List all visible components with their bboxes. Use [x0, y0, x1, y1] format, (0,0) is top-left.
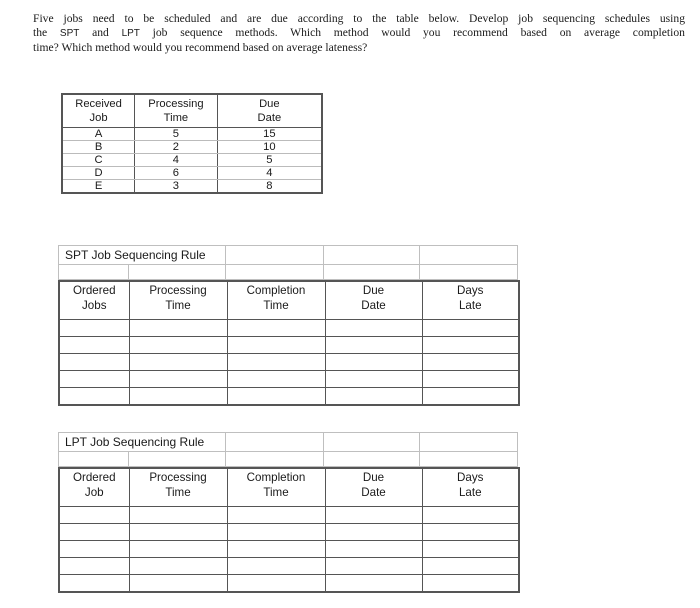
input-cell[interactable]: [59, 558, 129, 575]
table-row: [59, 337, 519, 354]
table-row: [59, 320, 519, 337]
header-processing-time: Processing Time: [129, 281, 227, 320]
input-cell[interactable]: [325, 388, 422, 406]
job-cell: B: [62, 141, 135, 154]
input-cell[interactable]: [129, 507, 227, 524]
input-cell[interactable]: [422, 541, 519, 558]
input-cell[interactable]: [129, 541, 227, 558]
input-cell[interactable]: [422, 354, 519, 371]
question-line-1: Five jobs need to be scheduled and are due according to the table below. Develop job sequencing schedules using: [33, 12, 685, 25]
spt-abbr: SPT: [59, 28, 80, 39]
input-cell[interactable]: [59, 507, 129, 524]
table-row: [62, 128, 322, 141]
table-row: [59, 541, 519, 558]
due-date-cell: 15: [217, 128, 322, 141]
empty-cell: [324, 265, 421, 279]
input-cell[interactable]: [227, 524, 325, 541]
header-received-job: Received Job: [62, 94, 135, 128]
table-row: [62, 167, 322, 180]
empty-cell: [420, 246, 517, 264]
table-row: [59, 371, 519, 388]
lpt-block-title: LPT Job Sequencing Rule: [59, 433, 226, 451]
question-line-2-and: and: [92, 26, 109, 39]
lpt-abbr: LPT: [121, 28, 140, 39]
input-cell[interactable]: [227, 507, 325, 524]
empty-cell: [59, 452, 129, 466]
input-cell[interactable]: [325, 371, 422, 388]
header-completion-time: Completion Time: [227, 281, 325, 320]
input-cell[interactable]: [325, 541, 422, 558]
header-ordered-job: Ordered Job: [59, 468, 129, 507]
input-cell[interactable]: [59, 541, 129, 558]
question-text: [33, 12, 685, 55]
question-line-3: time? Which method would you recommend based on average lateness?: [33, 41, 368, 54]
header-days-late: Days Late: [422, 281, 519, 320]
input-cell[interactable]: [227, 371, 325, 388]
input-cell[interactable]: [59, 524, 129, 541]
received-jobs-table: [61, 93, 323, 194]
input-cell[interactable]: [422, 388, 519, 406]
empty-cell: [420, 452, 517, 466]
empty-cell: [129, 452, 227, 466]
empty-cell: [420, 433, 517, 451]
due-date-cell: 5: [217, 154, 322, 167]
input-cell[interactable]: [129, 524, 227, 541]
input-cell[interactable]: [422, 371, 519, 388]
job-cell: C: [62, 154, 135, 167]
header-completion-time: Completion Time: [227, 468, 325, 507]
spt-title-row: [58, 245, 518, 265]
due-date-cell: 8: [217, 180, 322, 194]
lpt-title-row: [58, 432, 518, 452]
input-cell[interactable]: [129, 388, 227, 406]
input-cell[interactable]: [325, 337, 422, 354]
table-row: [59, 524, 519, 541]
table-row: [59, 575, 519, 593]
question-line-2: [33, 26, 685, 41]
processing-time-cell: 4: [135, 154, 218, 167]
input-cell[interactable]: [422, 524, 519, 541]
table-row: [62, 154, 322, 167]
empty-cell: [226, 452, 324, 466]
empty-cell: [226, 265, 324, 279]
lpt-table-header: [59, 468, 519, 507]
input-cell[interactable]: [325, 320, 422, 337]
processing-time-cell: 2: [135, 141, 218, 154]
input-cell[interactable]: [129, 575, 227, 593]
spt-block-title: SPT Job Sequencing Rule: [59, 246, 226, 264]
input-cell[interactable]: [325, 354, 422, 371]
due-date-cell: 10: [217, 141, 322, 154]
input-cell[interactable]: [129, 320, 227, 337]
spt-schedule-table: [58, 280, 520, 406]
question-line-2-end: job sequence methods. Which method would you recommend based on average completion: [152, 26, 685, 39]
input-cell[interactable]: [59, 575, 129, 593]
input-cell[interactable]: [422, 320, 519, 337]
input-cell[interactable]: [227, 320, 325, 337]
empty-cell: [420, 265, 517, 279]
header-days-late: Days Late: [422, 468, 519, 507]
input-cell[interactable]: [422, 558, 519, 575]
header-ordered-jobs: Ordered Jobs: [59, 281, 129, 320]
input-cell[interactable]: [422, 337, 519, 354]
header-processing-time: Processing Time: [135, 94, 218, 128]
processing-time-cell: 3: [135, 180, 218, 194]
lpt-sequencing-block: [58, 432, 518, 593]
empty-cell: [324, 452, 421, 466]
input-cell[interactable]: [59, 354, 129, 371]
input-cell[interactable]: [129, 337, 227, 354]
input-cell[interactable]: [227, 575, 325, 593]
header-due-date: Due Date: [325, 468, 422, 507]
empty-cell: [324, 433, 421, 451]
input-cell[interactable]: [422, 575, 519, 593]
input-cell[interactable]: [227, 558, 325, 575]
input-cell[interactable]: [59, 371, 129, 388]
table-row: [59, 354, 519, 371]
due-date-cell: 4: [217, 167, 322, 180]
received-table-header: [62, 94, 322, 128]
table-row: [62, 141, 322, 154]
input-cell[interactable]: [325, 575, 422, 593]
input-cell[interactable]: [227, 337, 325, 354]
header-processing-time: Processing Time: [129, 468, 227, 507]
empty-cell: [129, 265, 227, 279]
spt-gap-row: [58, 265, 518, 280]
input-cell[interactable]: [227, 541, 325, 558]
input-cell[interactable]: [129, 371, 227, 388]
input-cell[interactable]: [59, 337, 129, 354]
empty-cell: [226, 433, 324, 451]
input-cell[interactable]: [422, 507, 519, 524]
input-cell[interactable]: [59, 320, 129, 337]
job-cell: D: [62, 167, 135, 180]
header-due-date: Due Date: [217, 94, 322, 128]
lpt-schedule-table: [58, 467, 520, 593]
processing-time-cell: 6: [135, 167, 218, 180]
table-row: [59, 558, 519, 575]
table-row: [59, 388, 519, 406]
question-line-2-start: the: [33, 26, 48, 39]
lpt-gap-row: [58, 452, 518, 467]
input-cell[interactable]: [227, 388, 325, 406]
empty-cell: [226, 246, 324, 264]
table-row: [62, 180, 322, 194]
input-cell[interactable]: [129, 354, 227, 371]
input-cell[interactable]: [325, 558, 422, 575]
input-cell[interactable]: [325, 524, 422, 541]
input-cell[interactable]: [227, 354, 325, 371]
processing-time-cell: 5: [135, 128, 218, 141]
input-cell[interactable]: [129, 558, 227, 575]
spt-sequencing-block: [58, 245, 518, 406]
job-cell: E: [62, 180, 135, 194]
spt-table-header: [59, 281, 519, 320]
empty-cell: [59, 265, 129, 279]
input-cell[interactable]: [59, 388, 129, 406]
table-row: [59, 507, 519, 524]
job-cell: A: [62, 128, 135, 141]
header-due-date: Due Date: [325, 281, 422, 320]
empty-cell: [324, 246, 421, 264]
input-cell[interactable]: [325, 507, 422, 524]
